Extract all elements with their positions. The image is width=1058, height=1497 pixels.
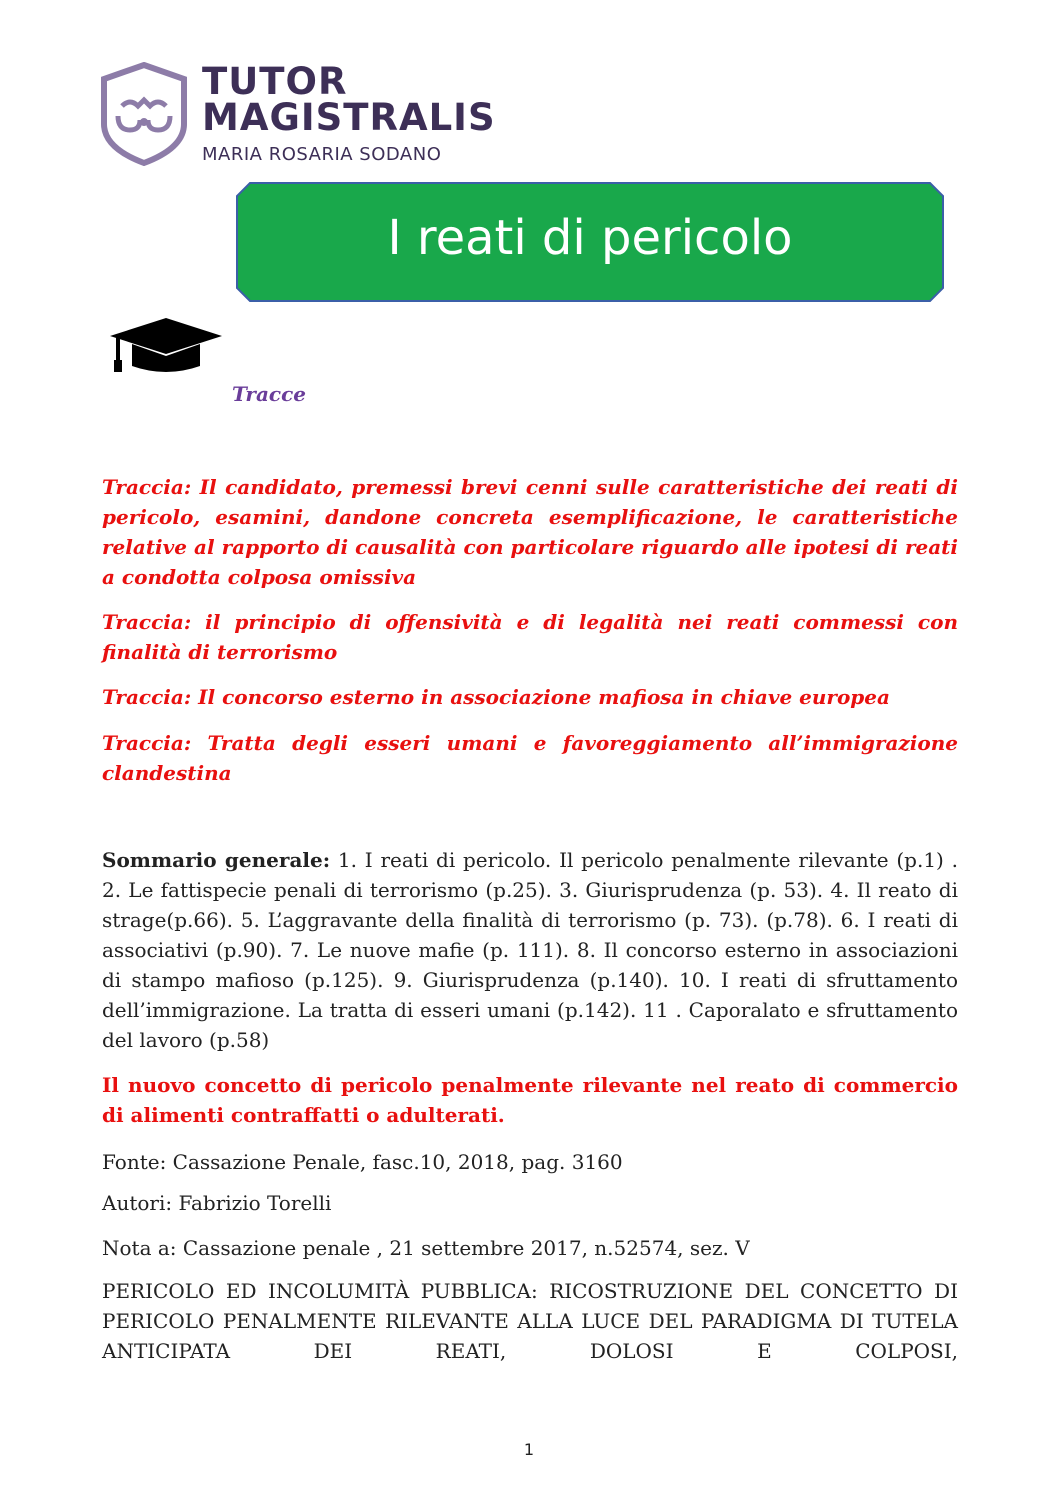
tracce-heading: Tracce bbox=[232, 382, 307, 406]
traccia-item: Traccia: il principio di offensività e di legalità nei reati commessi con finalità di terrorismo bbox=[102, 610, 958, 664]
article-title: Il nuovo concetto di pericolo penalmente rilevante nel reato di commercio di alimenti contraffatti o adulterati. bbox=[102, 1073, 958, 1127]
caps-heading: PERICOLO ED INCOLUMITÀ PUBBLICA: RICOSTRUZIONE DEL CONCETTO DI PERICOLO PENALMENTE RILEVANTE ALLA LUCE DEL PARADIGMA DI TUTELA ANTICIPATA DEI REATI, DOLOSI E COLPOSI, bbox=[102, 1279, 958, 1363]
logo-wordmark-line2: MAGISTRALIS bbox=[202, 96, 496, 139]
graduation-cap-icon bbox=[108, 316, 224, 374]
sommario-label: Sommario generale: bbox=[102, 848, 331, 872]
page-title: I reati di pericolo bbox=[387, 210, 793, 266]
title-banner bbox=[236, 182, 944, 302]
logo bbox=[100, 62, 500, 170]
autori-line: Autori: Fabrizio Torelli bbox=[102, 1191, 332, 1215]
shield-logo-icon bbox=[100, 62, 188, 166]
traccia-item: Traccia: Tratta degli esseri umani e favoreggiamento all’immigrazione clandestina bbox=[102, 731, 958, 785]
traccia-item: Traccia: Il candidato, premessi brevi cenni sulle caratteristiche dei reati di pericolo, esamini, dandone concreta esemplificazione, le caratteristiche relative al rapporto di causalità con particolare riguardo alle ipotesi di reati a condotta colposa omissiva bbox=[102, 475, 958, 589]
traccia-item: Traccia: Il concorso esterno in associazione mafiosa in chiave europea bbox=[102, 685, 890, 709]
nota-line: Nota a: Cassazione penale , 21 settembre 2017, n.52574, sez. V bbox=[102, 1236, 750, 1260]
logo-subtitle: MARIA ROSARIA SODANO bbox=[202, 144, 442, 165]
sommario-text: 1. I reati di pericolo. Il pericolo penalmente rilevante (p.1) . 2. Le fattispecie penali di terrorismo (p.25). 3. Giurisprudenza (p. 53). 4. Il reato di strage(p.66). 5. L’aggravante della finalità di terrorismo (p. 73). (p.78). 6. I reati di associativi (p.90). 7. Le nuove mafie (p. 111). 8. Il concorso esterno in associazioni di stampo mafioso (p.125). 9. Giurisprudenza (p.140). 10. I reati di sfruttamento dell’immigrazione. La tratta di esseri umani (p.142). 11 . Caporalato e sfruttamento del lavoro (p.58) bbox=[102, 848, 958, 1052]
fonte-line: Fonte: Cassazione Penale, fasc.10, 2018, pag. 3160 bbox=[102, 1150, 623, 1174]
sommario-paragraph bbox=[102, 845, 958, 1055]
logo-wordmark-line1: TUTOR bbox=[202, 60, 348, 103]
page-number: 1 bbox=[523, 1440, 535, 1459]
